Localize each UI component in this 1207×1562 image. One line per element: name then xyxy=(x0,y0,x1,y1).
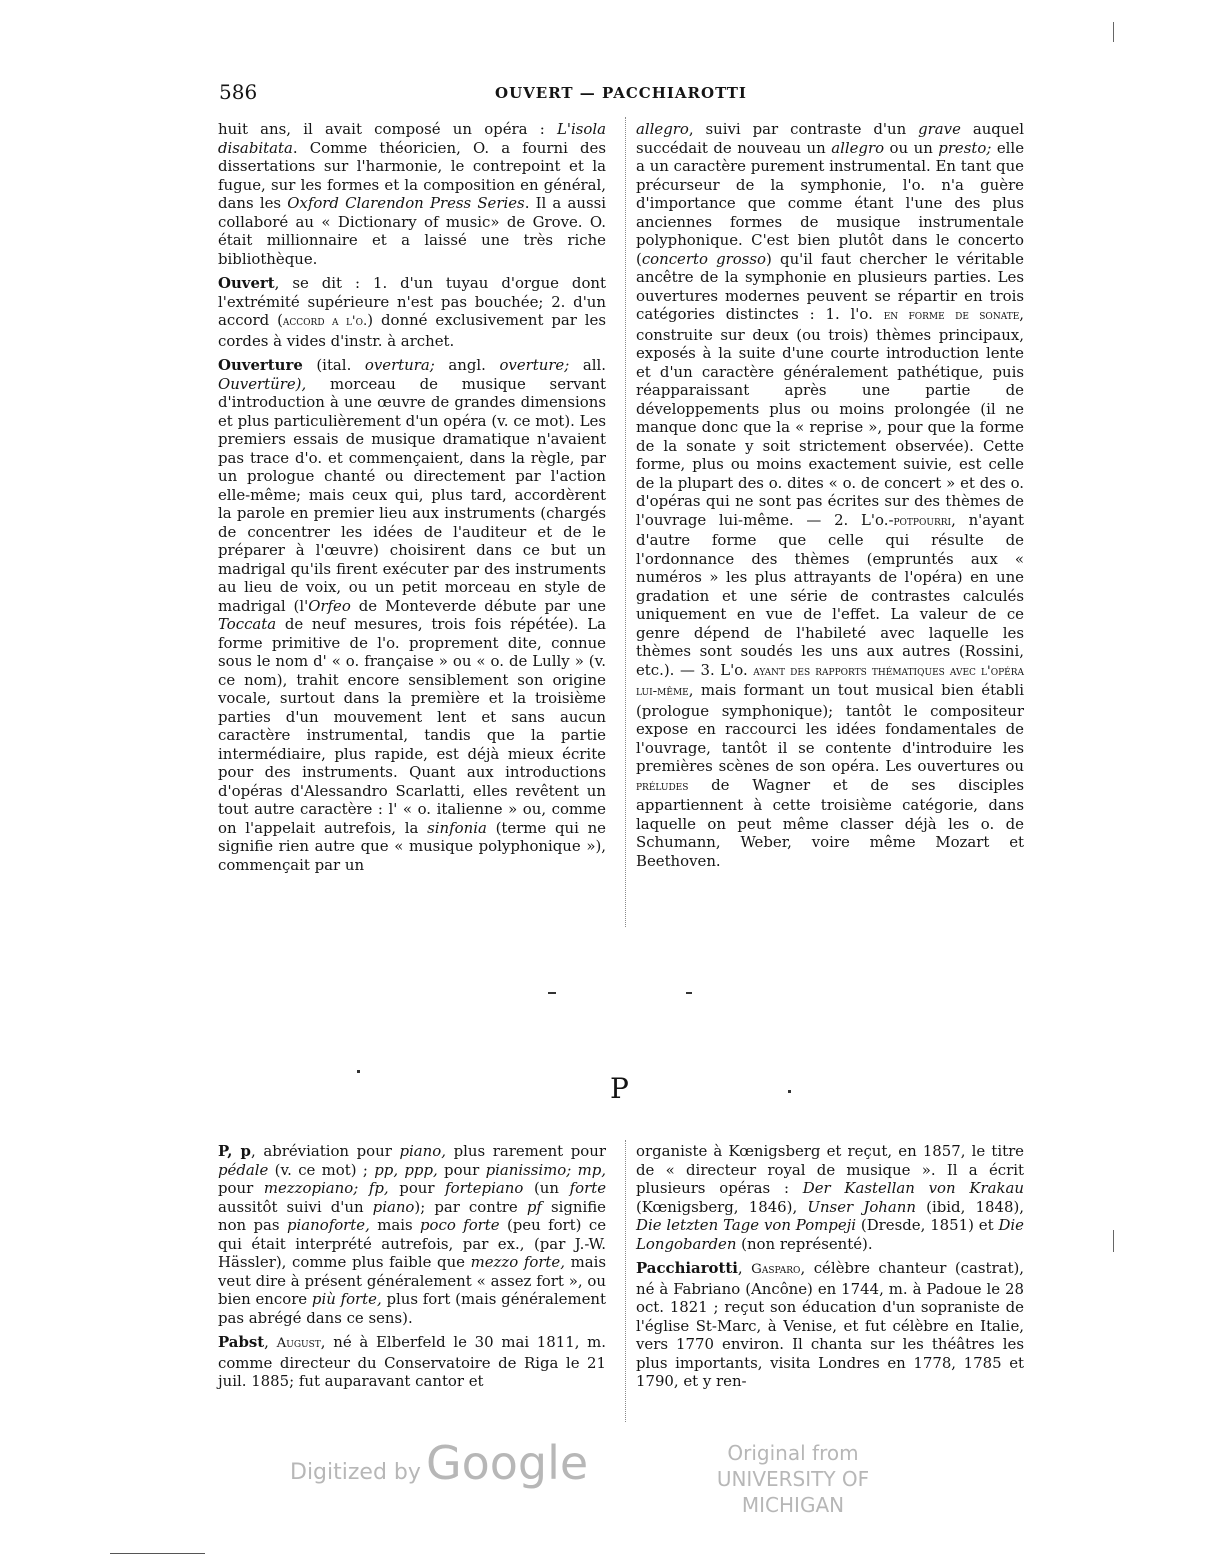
entry-headword: P, p xyxy=(218,1142,251,1160)
scan-speck xyxy=(788,1090,791,1093)
scan-speck xyxy=(686,992,692,994)
text-run: , suivi par contraste d'un xyxy=(688,120,919,138)
text-run: mezzopiano; fp, xyxy=(263,1179,389,1197)
text-run: plus rarement pour xyxy=(445,1142,606,1160)
text-run: accord a l'o. xyxy=(282,314,368,329)
text-run: piano xyxy=(372,1197,415,1216)
google-logo: Google xyxy=(426,1436,589,1490)
text-run: allegro xyxy=(636,120,689,138)
column-right-bottom xyxy=(636,1142,1024,1397)
text-run: , né à Elberfeld le 30 mai 1811, m. comme directeur du Conservatoire de Riga le 21 juil. 1885; fut auparavant cantor et xyxy=(218,1333,607,1390)
text-run: , xyxy=(264,1333,277,1351)
university-name: UNIVERSITY OF MICHIGAN xyxy=(716,1467,870,1517)
text-run: de Monteverde débute par une xyxy=(350,596,606,615)
text-run: (un xyxy=(523,1179,570,1197)
text-run: , abréviation pour xyxy=(250,1142,400,1160)
entry-ouverture-continued xyxy=(636,120,1024,870)
text-run: Unser Johann xyxy=(807,1197,916,1216)
text-run: (ibid, 1848), xyxy=(915,1197,1024,1216)
text-run: Toccata xyxy=(218,615,277,633)
text-run: (terme qui ne signifie rien autre que « musique polyphonique »), commençait par un xyxy=(218,818,606,874)
scan-edge-mark xyxy=(110,1553,205,1554)
text-run: aussitôt suivi d'un xyxy=(218,1197,373,1216)
text-run: , xyxy=(737,1259,752,1277)
text-run: . Comme théoricien, O. a fourni des dissertations sur l'harmonie, le contrepoint et la fugue, sur les formes et la composition en général, dans les xyxy=(218,138,606,212)
entry-headword: Ouverture xyxy=(218,356,303,374)
text-run: . Il a aussi collaboré au « Dictionary of music» de Grove. O. était millionnaire et a laissé une très riche bibliothèque. xyxy=(218,194,606,268)
column-divider xyxy=(625,117,626,927)
entry-p xyxy=(218,1142,606,1327)
text-run: , n'ayant d'autre forme que celle qui résulte de l'ordonnance des thèmes (empruntés aux « numéros » les plus attrayants de l'opéra) en une gradation et une série de contrastes calculés uniquement en vue de l'effet. La valeur de ce genre dépend de l'habileté avec laquelle les thèmes sont soudés les uns aux autres (Rossini, etc.). — 3. L'o. xyxy=(636,510,1024,679)
entry-ouvert xyxy=(218,274,606,350)
text-run: mais veut dire à présent généralement « assez fort », ou bien encore xyxy=(218,1253,607,1308)
text-run: de Wagner et de ses disciples appartiennent à cette troisième catégorie, dans laquelle on peut même classer déjà les o. de Schumann, Weber, voire même Mozart et Beethoven. xyxy=(636,775,1024,870)
text-run: , célèbre chanteur (castrat), né à Fabriano (Ancône) en 1744, m. à Padoue le 28 oct. 1821 ; reçut son éducation d'un sopraniste de l'église St-Marc, à Venise, et fut célèbre en Italie, vers 1770 environ. Il chanta sur les théâtres les plus importants, visita Londres en 1778, 1785 et 1790, et y ren- xyxy=(636,1259,1025,1390)
digitized-by-label: Digitized by xyxy=(290,1460,421,1485)
column-right-top xyxy=(636,120,1024,876)
text-run: ) donné exclusivement par les cordes à vides d'instr. à archet. xyxy=(218,311,607,350)
column-left-top xyxy=(218,120,606,880)
entry-paragraph xyxy=(218,120,606,268)
text-run: Die letzten Tage von Pompeji xyxy=(636,1216,857,1234)
column-divider xyxy=(625,1140,626,1422)
text-run: grave xyxy=(918,120,961,138)
text-run: pf xyxy=(526,1197,542,1216)
scan-speck xyxy=(548,992,556,994)
running-head: OUVERT — PACCHIAROTTI xyxy=(495,84,747,102)
text-run: concerto grosso xyxy=(641,249,767,268)
text-run: huit ans, il avait composé un opéra : xyxy=(218,120,557,138)
text-run: ); par contre xyxy=(414,1197,527,1216)
text-run: pour xyxy=(388,1179,446,1197)
text-run: all. xyxy=(569,356,606,374)
text-run: préludes xyxy=(636,778,689,794)
text-run: forte xyxy=(569,1179,606,1197)
text-run: ayant des rapports thématiques avec l'opéra lui-même xyxy=(636,663,1024,699)
text-run: August xyxy=(276,1336,321,1351)
text-run: ) qu'il faut chercher le véritable ancêtre de la symphonie en plusieurs parties. Les ouvertures modernes peuvent se répartir en trois catégories distinctes : 1. l'o. xyxy=(636,249,1024,323)
scan-edge-mark xyxy=(1113,1230,1114,1252)
text-run: auquel succédait de nouveau un xyxy=(636,120,1024,157)
column-left-bottom xyxy=(218,1142,606,1397)
text-run: organiste à Kœnigsberg et reçut, en 1857, le titre de « directeur royal de musique ». Il a écrit plusieurs opéras : xyxy=(636,1142,1024,1197)
text-run: piano, xyxy=(399,1142,446,1160)
text-run: elle a un caractère purement instrumental. En tant que précurseur de la symphonie, l'o. n'a guère d'importance que comme étant l'une des plus anciennes formes de musique instrumentale polyphonique. C'est bien plutôt dans le concerto ( xyxy=(636,138,1024,268)
text-run: (Kœnigsberg, 1846), xyxy=(636,1197,808,1216)
text-run: pour xyxy=(218,1179,264,1197)
text-run: L'isola disabitata xyxy=(218,120,606,157)
entry-pabst-continued xyxy=(636,1142,1024,1253)
text-run: poco forte xyxy=(420,1216,500,1234)
text-run: , construite sur deux (ou trois) thèmes principaux, exposés à la suite d'une courte introduction lente et d'un caractère généralement pathétique, puis réapparaissant après une partie de développements plus ou moins prolongée (il ne manque donc que la « reprise », pour que la forme de la sonate y soit strictement observée). Cette forme, plus ou moins exactement suivie, est celle de la plupart des o. dites « o. de concert » et des o. d'opéras qui ne sont pas écrites sur des thèmes de l'ouvrage lui-même. — 2. L'o.- xyxy=(636,305,1025,529)
text-run: più forte, xyxy=(311,1290,382,1308)
text-run: (ital. xyxy=(302,356,365,374)
text-run: angl. xyxy=(434,356,500,374)
text-run: de neuf mesures, trois fois répétée). La forme primitive de l'o. proprement dite, connue sous le nom d' « o. française » ou « o. de Lully » (v. ce nom), trahit encore sensiblement son origine vocale, surtout dans la première et la troisième parties d'un mouvement lent et sans aucun caractère instrumental, tandis que la partie intermédiaire, plus rapide, est déjà mieux écrite pour des instruments. Quant aux introductions d'opéras d'Alessandro Scarlatti, elles revêtent un tout autre caractère : l' « o. italienne » ou, comme on l'appelait autrefois, la xyxy=(218,615,606,837)
entry-ouverture xyxy=(218,356,606,874)
text-run: Der Kastellan von Krakau xyxy=(802,1179,1024,1197)
text-run: ou un xyxy=(884,138,939,157)
text-run: (v. ce mot) ; xyxy=(268,1160,375,1179)
text-run: pianoforte, xyxy=(286,1216,370,1234)
text-run: pp, ppp, xyxy=(374,1160,438,1179)
text-run: (Dresde, 1851) et xyxy=(856,1216,999,1234)
entry-headword: Ouvert xyxy=(218,274,275,292)
entry-headword: Pacchiarotti xyxy=(636,1259,738,1277)
text-run: Oxford Clarendon Press Series xyxy=(287,194,525,212)
text-run: sinfonia xyxy=(427,818,487,837)
text-run: Orfeo xyxy=(308,596,351,615)
text-run: allegro xyxy=(831,138,885,157)
page-number: 586 xyxy=(219,80,258,104)
university-watermark xyxy=(668,1440,918,1518)
text-run: overture; xyxy=(499,356,570,374)
text-run: Ouvertüre), xyxy=(218,374,307,393)
scan-speck xyxy=(357,1070,360,1073)
text-run: signifie non pas xyxy=(218,1197,606,1234)
text-run: pianissimo; mp, xyxy=(485,1160,606,1179)
text-run: potpourri xyxy=(893,513,952,529)
scan-edge-mark xyxy=(1113,22,1114,42)
text-run: , mais formant un tout musical bien établi (prologue symphonique); tantôt le compositeur expose en raccourci les idées fondamentales de l'ouvrage, tantôt il se contente d'introduire les premières scènes de son opéra. Les ouvertures ou xyxy=(636,681,1024,775)
text-run: mezzo forte, xyxy=(470,1253,565,1271)
text-run: en forme de sonate xyxy=(883,308,1020,323)
text-run: plus fort (mais généralement pas abrégé dans ce sens). xyxy=(218,1290,606,1327)
text-run: overtura; xyxy=(364,356,435,374)
entry-headword: Pabst xyxy=(218,1333,265,1351)
text-run: , se dit : 1. d'un tuyau d'orgue dont l'extrémité supérieure n'est pas bouchée; 2. d'un accord ( xyxy=(218,274,606,329)
text-run: mais xyxy=(369,1216,420,1234)
text-run: Gasparo xyxy=(751,1262,801,1277)
google-watermark xyxy=(290,1436,588,1490)
text-run: pédale xyxy=(218,1160,269,1179)
text-run: Die Longobarden xyxy=(636,1216,1024,1253)
text-run: morceau de musique servant d'introduction à une œuvre de grandes dimensions et plus particulièrement d'un opéra (v. ce mot). Les premiers essais de musique dramatique n'avaient pas trace d'o. et commençaient, dans la règle, par un prologue chanté ou directement par l'action elle-même; mais ceux qui, plus tard, accordèrent la parole en premier lieu aux instruments (chargés de concentrer les idées de l'auditeur et de le préparer à l'œuvre) choisirent dans ce but un madrigal qu'ils firent exécuter par des instruments au lieu de voix, ou un petit morceau en style de madrigal (l' xyxy=(218,374,606,615)
text-run: (peu fort) ce qui était interprété autrefois, par ex., (par J.-W. Hässler), comme plus faible que xyxy=(218,1216,607,1271)
text-run: (non représenté). xyxy=(736,1234,873,1253)
original-from-label: Original from xyxy=(727,1441,859,1465)
entry-pacchiarotti xyxy=(636,1259,1024,1391)
entry-pabst xyxy=(218,1333,606,1391)
text-run: presto; xyxy=(938,138,992,157)
section-letter-heading: P xyxy=(610,1072,629,1105)
text-run: fortepiano xyxy=(445,1179,524,1197)
text-run: pour xyxy=(437,1160,486,1179)
